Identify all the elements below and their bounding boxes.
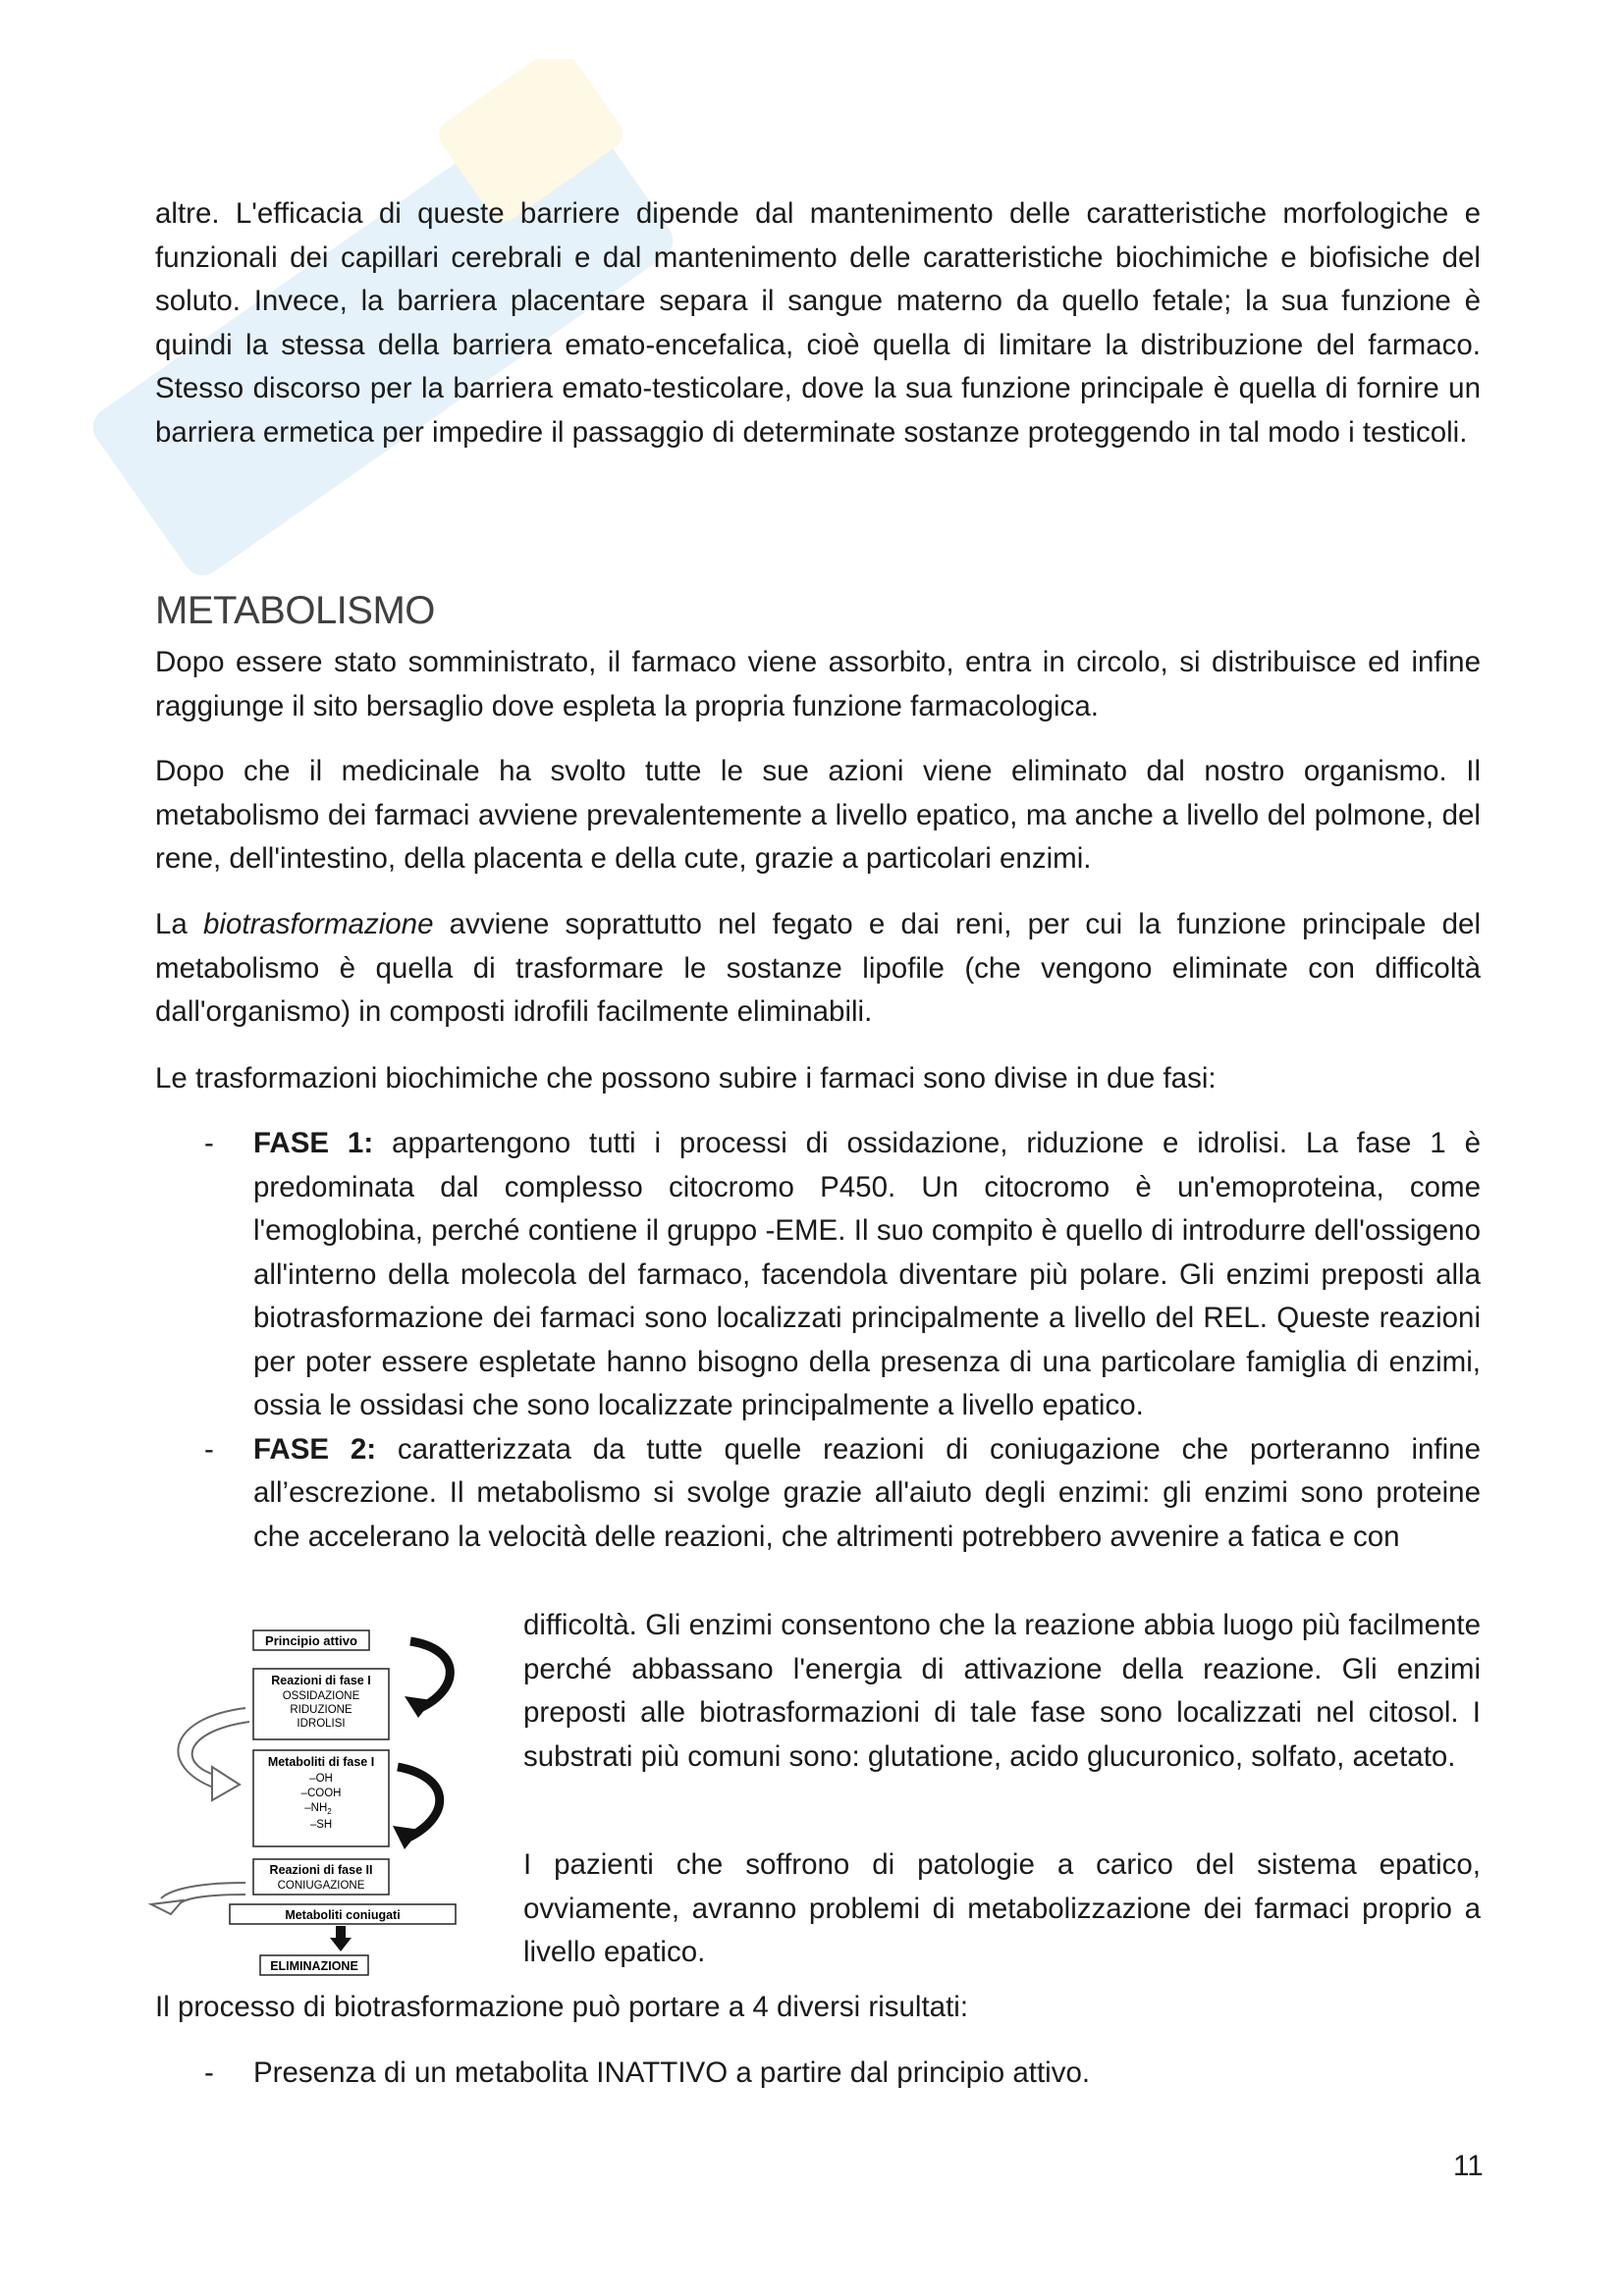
result-1-text: Presenza di un metabolita INATTIVO a partire dal principio attivo. [253,2056,1091,2089]
intro-paragraph-text: altre. L'efficacia di queste barriere dipende dal mantenimento delle caratteristiche morfologiche e funzionali dei capillari cerebrali e dal mantenimento delle caratteristiche biochimiche e biofisiche del soluto. Invece, la barriera placentare separa il sangue materno da quello fetale; la sua funzione è quindi la stessa della barriera emato-encefalica, cioè quella di limitare la distribuzione del farmaco. Stesso discorso per la barriera emato-testicolare, dove la sua funzione principale è quella di fornire un barriera ermetica per impedire il passaggio di determinate sostanze proteggendo in tal modo i testicoli. [155,197,1481,449]
diagram-box-metaboliti1-line: –SH [309,1819,333,1831]
diagram-box-metaboliti1-line: –OH [309,1773,333,1785]
outline-arrow-head-icon [212,1767,240,1800]
diagram-box-fase2-title: Reazioni di fase II [269,1863,373,1877]
down-arrow-icon [336,1926,346,1940]
diagram-box-fase2-line: CONIUGAZIONE [277,1880,365,1892]
phase-list [155,1122,1481,1559]
fase-2-continued-text: difficoltà. Gli enzimi consentono che la reazione abbia luogo più facilmente perché abbassano l'energia di attivazione della reazione. Gli enzimi preposti alle biotrasformazioni di tale fase sono localizzati nel citosol. I substrati più comuni sono: glutatione, acido glucuronico, solfato, acetato. [523,1609,1481,1773]
down-arrow-head-icon [330,1938,352,1951]
list-item-fase-1 [155,1122,1481,1428]
list-item-fase-2 [155,1428,1481,1560]
heading-divider [155,638,1481,639]
curved-arrow-icon [398,1767,440,1838]
diagram-box-metaboliti1-line: –COOH [300,1788,342,1799]
fase-2-label: FASE 2: [253,1432,377,1466]
outline-arrow-icon [192,1722,249,1777]
paragraph-2 [155,750,1481,881]
diagram-box-fase1-line: RIDUZIONE [290,1704,352,1716]
list-dash: - [204,1432,214,1466]
paragraph-processo [155,1986,1481,2030]
diagram-box-metaboliti1-title: Metaboliti di fase I [267,1755,375,1769]
diagram-box-fase1-line: IDROLISI [297,1718,346,1730]
paragraph-4-text: Le trasformazioni biochimiche che possono subire i farmaci sono divise in due fasi: [155,1062,1217,1095]
fase-1-label: FASE 1: [253,1127,374,1159]
diagram-box-eliminazione-label: ELIMINAZIONE [270,1959,358,1973]
paragraph-3 [155,903,1481,1035]
list-dash: - [204,2056,214,2089]
fase-2-text: caratterizzata da tutte quelle reazioni di coniugazione che porteranno infine all’escrezione. Il metabolismo si svolge grazie all'aiuto degli enzimi: gli enzimi sono proteine che accelerano la velocità delle reazioni, che altrimenti potrebbero avvenire a fatica e con [253,1432,1481,1553]
paragraph-2-text: Dopo che il medicinale ha svolto tutte le sue azioni viene eliminato dal nostro organismo. Il metabolismo dei farmaci avviene prevalentemente a livello epatico, ma anche a livello del polmone, del rene, dell'intestino, della placenta e della cute, grazie a particolari enzimi. [155,755,1481,875]
paragraph-3-suffix: avviene soprattutto nel fegato e dai reni, per cui la funzione principale del metabolismo è quella di trasformare le sostanze lipofile (che vengono eliminate con difficoltà dall'organismo) in composti idrofili facilmente eliminabili. [155,908,1481,1028]
diagram-box-fase1-title: Reazioni di fase I [271,1674,371,1687]
outline-arrow-head-icon [151,1900,183,1914]
fase-1-text: appartengono tutti i processi di ossidazione, riduzione e idrolisi. La fase 1 è predominata dal complesso citocromo P450. Un citocromo è un'emoproteina, come l'emoglobina, perché contiene il gruppo -EME. Il suo compito è quello di introdurre dell'ossigeno all'interno della molecola del farmaco, facendola diventare più polare. Gli enzimi preposti alla biotrasformazione dei farmaci sono localizzati principalmente a livello del REL. Queste reazioni per poter essere espletate hanno bisogno della presenza di una particolare famiglia di enzimi, ossia le ossidasi che sono localizzate principalmente a livello epatico. [253,1127,1481,1421]
metabolism-diagram [147,1620,481,1993]
page-number: 11 [1453,2150,1484,2182]
list-item-result-1 [155,2052,1481,2096]
paragraph-pazienti-text: I pazienti che soffrono di patologie a carico del sistema epatico, ovviamente, avranno problemi di metabolizzazione dei farmaci proprio a livello epatico. [523,1848,1481,1968]
italic-term: biotrasformazione [203,908,434,940]
paragraph-4 [155,1057,1481,1101]
diagram-box-coniugati-label: Metaboliti coniugati [285,1908,401,1922]
paragraph-processo-text: Il processo di biotrasformazione può portare a 4 diversi risultati: [155,1991,969,2023]
result-list [155,2052,1481,2096]
nh-subscript: 2 [327,1807,332,1816]
diagram-box-fase1-line: OSSIDAZIONE [282,1690,360,1702]
intro-paragraph [155,192,1481,454]
diagram-box-principio-label: Principio attivo [265,1633,357,1648]
paragraph-3-prefix: La [155,908,203,940]
list-dash: - [204,1127,214,1159]
section-heading: METABOLISMO [155,589,435,632]
paragraph-1-text: Dopo essere stato somministrato, il farmaco viene assorbito, entra in circolo, si distribuisce ed infine raggiunge il sito bersaglio dove espleta la propria funzione farmacologica. [155,646,1481,722]
paragraph-pazienti [523,1843,1481,1975]
paragraph-3-text [155,903,1481,1035]
nh-text: –NH [304,1802,328,1814]
paragraph-1 [155,641,1481,728]
fase-2-continued [523,1604,1481,1779]
